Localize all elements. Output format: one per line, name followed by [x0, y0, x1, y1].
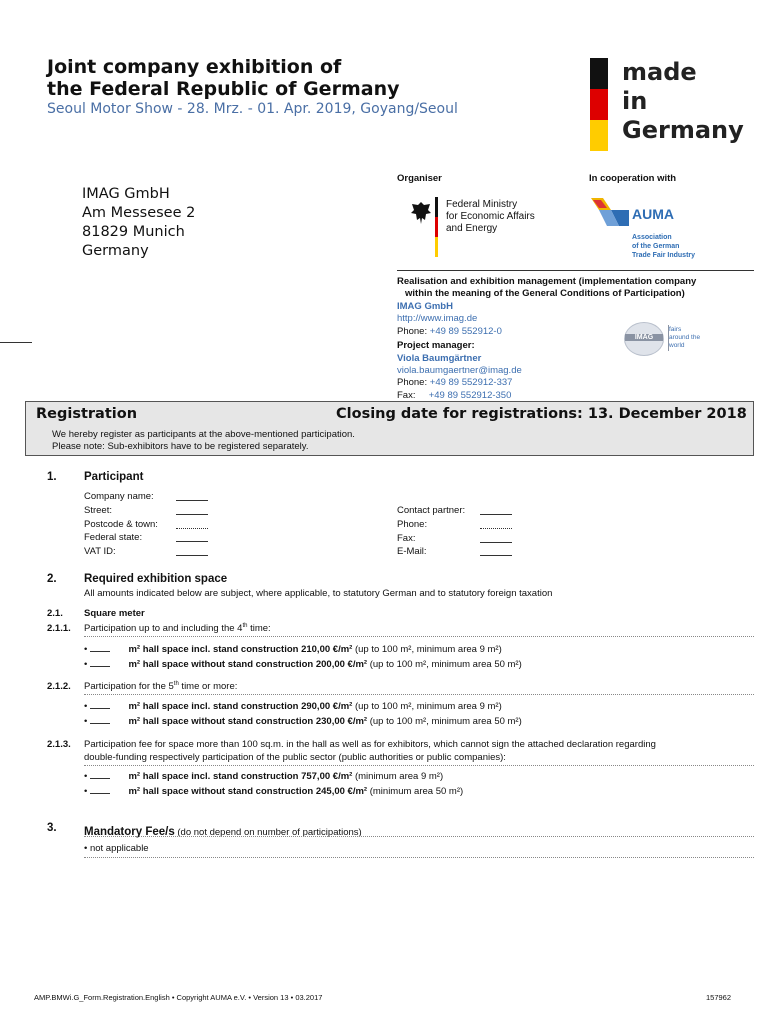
dotted-divider	[84, 836, 754, 837]
email-field[interactable]	[480, 547, 512, 556]
fees-item: • not applicable	[84, 843, 149, 854]
registration-title: Registration	[36, 406, 138, 422]
flag-stripe	[435, 197, 438, 257]
registration-box	[25, 401, 754, 456]
event-subtitle: Seoul Motor Show - 28. Mrz. - 01. Apr. 2019, Goyang/Seoul	[47, 101, 458, 117]
company-name-field[interactable]	[176, 492, 208, 501]
imag-globe-icon: IMAG	[624, 322, 664, 356]
cooperation-label: In cooperation with	[589, 173, 677, 184]
imag-tagline: fairs around the world	[669, 326, 701, 349]
project-manager-name: Viola Baumgärtner	[397, 352, 482, 364]
imag-phone: Phone: +49 89 552912-0	[397, 325, 502, 337]
participant-fields-right	[480, 504, 512, 559]
footer-form-number: 157962	[706, 993, 732, 1002]
recipient-address: IMAG GmbH Am Messesee 2 81829 Munich Germany	[82, 186, 196, 259]
option-row: • m² hall space without stand construction 200,00 €/m² (up to 100 m², minimum area 50 m²)	[84, 658, 522, 670]
section-1-title: Participant	[84, 471, 144, 483]
option-row: • m² hall space without stand construction 230,00 €/m² (up to 100 m², minimum area 50 m²)	[84, 715, 522, 727]
section-2-1-3-text: Participation fee for space more than 100 sq.m. in the hall as well as for exhibitors, which cannot sign the attached declaration regarding double-funding respectively participation of the public sector (public authorities or public companies):	[84, 739, 656, 763]
section-2-1-1-text: Participation up to and including the 4th time:	[84, 623, 271, 635]
area-input-incl-757[interactable]	[90, 770, 110, 779]
section-2-title: Required exhibition space	[84, 573, 228, 585]
section-2-1-number: 2.1.	[47, 608, 63, 619]
dotted-divider	[84, 636, 754, 637]
closing-date: Closing date for registrations: 13. December 2018	[336, 406, 747, 422]
project-manager-phone: Phone: +49 89 552912-337	[397, 377, 513, 389]
registration-note: We hereby register as participants at the above-mentioned participation. Please note: Sub-exhibitors have to be registered separately.	[52, 429, 355, 452]
postcode-town-field[interactable]	[176, 520, 208, 529]
section-2-number: 2.	[47, 573, 57, 585]
option-row: • m² hall space incl. stand construction 210,00 €/m² (up to 100 m², minimum area 9 m²)	[84, 644, 502, 655]
footer-copyright: AMP.BMWi.G_Form.Registration.English • Copyright AUMA e.V. • Version 13 • 03.2017	[34, 993, 323, 1002]
ministry-name: Federal Ministry for Economic Affairs and Energy	[446, 199, 535, 234]
divider	[397, 270, 754, 271]
made-in-germany-logo: made in Germany	[622, 58, 744, 144]
tax-note: All amounts indicated below are subject, where applicable, to statutory German and to statutory foreign taxation	[84, 588, 553, 599]
title-line-1: Joint company exhibition of	[47, 56, 342, 78]
imag-url-link[interactable]: http://www.imag.de	[397, 313, 478, 325]
section-2-1-3-options	[84, 770, 463, 799]
dotted-divider	[84, 857, 754, 858]
federal-state-field[interactable]	[176, 533, 208, 542]
auma-description: Association of the German Trade Fair Industry	[632, 234, 696, 259]
fold-mark	[0, 342, 32, 343]
section-2-1-1-number: 2.1.1.	[47, 623, 71, 634]
area-input-without-230[interactable]	[90, 715, 110, 724]
option-row: • m² hall space incl. stand construction 290,00 €/m² (up to 100 m², minimum area 9 m²)	[84, 701, 502, 712]
fax-field[interactable]	[480, 534, 512, 543]
auma-logo-icon	[589, 196, 629, 228]
federal-eagle-icon	[410, 200, 432, 226]
section-3-title: Mandatory Fee/s (do not depend on number of participations)	[84, 826, 362, 838]
section-2-1-3-number: 2.1.3.	[47, 739, 71, 750]
title-line-2: the Federal Republic of Germany	[47, 78, 400, 100]
german-flag-icon	[590, 58, 608, 151]
area-input-without-200[interactable]	[90, 658, 110, 667]
dotted-divider	[84, 694, 754, 695]
area-input-incl-210[interactable]	[90, 643, 110, 652]
dotted-divider	[84, 765, 754, 766]
imag-company: IMAG GmbH	[397, 301, 453, 312]
management-contact	[397, 301, 522, 402]
participant-fields-left	[176, 490, 208, 559]
section-2-1-1-options	[84, 643, 522, 672]
section-2-1-2-options	[84, 700, 522, 729]
vat-id-field[interactable]	[176, 547, 208, 556]
participant-labels-right: Contact partner: Phone: Fax: E-Mail:	[397, 505, 466, 558]
phone-field[interactable]	[480, 520, 512, 529]
page-title	[47, 56, 399, 100]
section-2-1-2-number: 2.1.2.	[47, 681, 71, 692]
project-manager-label: Project manager:	[397, 340, 475, 352]
project-manager-fax: Fax: +49 89 552912-350	[397, 389, 512, 401]
section-2-1-2-text: Participation for the 5th time or more:	[84, 681, 238, 693]
organiser-label: Organiser	[397, 173, 442, 184]
participant-labels-left: Company name: Street: Postcode & town: Federal state: VAT ID:	[84, 491, 158, 558]
section-2-1-title: Square meter	[84, 608, 145, 619]
street-field[interactable]	[176, 506, 208, 515]
area-input-incl-290[interactable]	[90, 700, 110, 709]
management-heading: Realisation and exhibition management (implementation company within the meaning of the General Conditions of Participation)	[397, 276, 697, 300]
project-manager-email-link[interactable]: viola.baumgaertner@imag.de	[397, 365, 522, 377]
contact-partner-field[interactable]	[480, 506, 512, 515]
option-row: • m² hall space incl. stand construction 757,00 €/m² (minimum area 9 m²)	[84, 771, 444, 782]
area-input-without-245[interactable]	[90, 785, 110, 794]
section-3-number: 3.	[47, 822, 57, 834]
option-row: • m² hall space without stand construction 245,00 €/m² (minimum area 50 m²)	[84, 785, 464, 797]
auma-name: AUMA	[632, 206, 674, 222]
section-1-number: 1.	[47, 471, 57, 483]
